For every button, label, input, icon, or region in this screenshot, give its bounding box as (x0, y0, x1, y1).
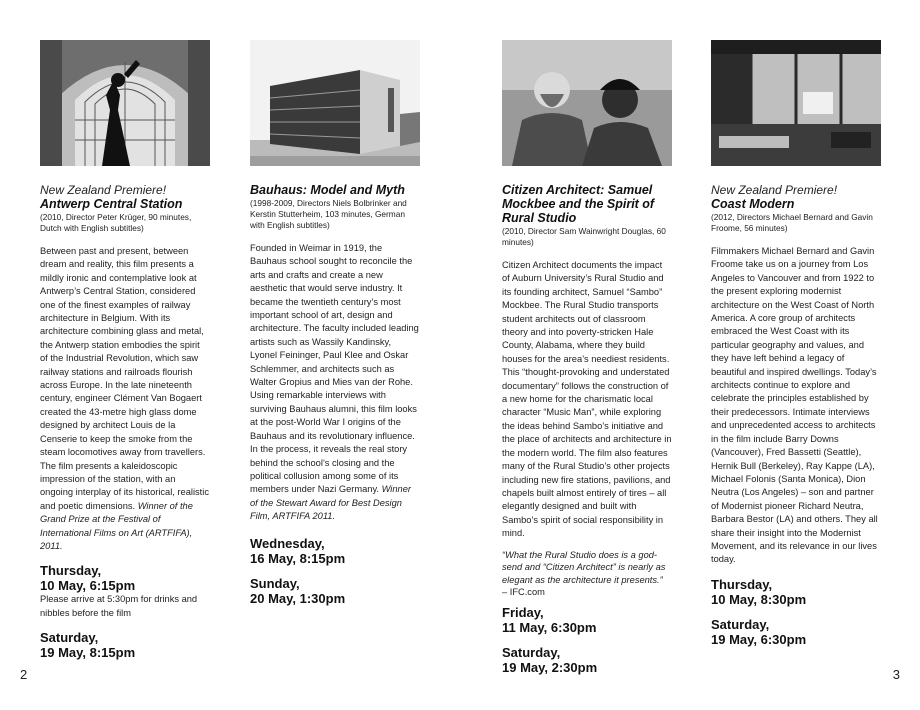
showing-day: Thursday, (40, 563, 102, 579)
film-bauhaus-model-and-myth (250, 40, 420, 606)
antwerp-station-photo (40, 40, 210, 166)
showing-2 (250, 576, 420, 606)
description-text: Between past and present, between dream and reality, this film presents a mildly ironic and contemplative look at Antwerp’s Central Station, considered one of the finest examples of railway architecture in Belgium. With its architecture combining glass and metal, the Antwerp station embodies the spirit of the Industrial Revolution, which saw railway stations and railroads flourish across Europe. In the late nineteenth century, engineer Clément Van Bogaert created the 43-metre high glass dome designed by architect Louis de la Censerie to keep the smoke from the steam locomotives away from travellers. The film presents a kaleidoscopic impression of the station, with an ongoing interplay of its historical, realistic and poetic dimensions. (40, 246, 209, 511)
showing-time: 11 May, 6:30pm (502, 619, 597, 635)
quote-source: – IFC.com (502, 587, 545, 598)
film-title: Bauhaus: Model and Myth (250, 183, 405, 197)
coast-modern-photo (711, 40, 881, 166)
showing-time: 10 May, 8:30pm (711, 591, 807, 607)
page-number-right: 3 (892, 667, 900, 682)
film-description: Filmmakers Michael Bernard and Gavin Froome take us on a journey from Los Angeles to Vancouver and from 1922 to the present exploring modernist architecture on the West Coast of North America. A core group of architects embraced the West Coast with its particular geography and values, and they have left behind a legacy of beautiful and inspired dwellings. Today’s architects continue to explore and celebrate the principles established by their predecessors. Intimate interviews and unprecedented access to architects in the film include Barry Downs (Vancouver), Fred Bassetti (Seattle), Hernik Bull (Berkeley), Ray Kappe (LA), Michael Folonis (Santa Monica), Dion Neutra (Los Angeles) – son and partner of Modernist pioneer Richard Neutra, Barbara Bestor (LA) and others. They all share their insight into the Modernist Movement, and its relevance in our lives today. (711, 246, 878, 565)
film-title: Antwerp Central Station (40, 197, 183, 211)
showing-1 (40, 563, 210, 593)
premiere-kicker: New Zealand Premiere! (40, 183, 167, 197)
showing-1 (250, 536, 420, 566)
showing-time: 20 May, 1:30pm (250, 590, 346, 606)
film-credits: (1998-2009, Directors Niels Bolbrinker and Kerstin Stutterheim, 103 minutes, German with English subtitles) (250, 198, 407, 230)
description-text: Founded in Weimar in 1919, the Bauhaus school sought to reconcile the arts and crafts and create a new aesthetic that would serve industry. It became the twentieth century’s most important school of art, design and architecture. The faculty included leading artists such as Wassily Kandinsky, Lyonel Feininger, Paul Klee and Oskar Schlemmer, and architects such as Walter Gropius and Mies van der Rohe. Using remarkable interviews with surviving Bauhaus alumni, this film looks at the post-World War I origins of the Bauhaus and its revolutionary influence. In the process, it reveals the real story behind the school’s closing and the political collusion among some of its members under Nazi Germany. (250, 243, 419, 495)
award-text: Winner of the Stewart Award for Best Design Film, ARTFIFA 2011. (250, 484, 411, 522)
showing-time: 19 May, 2:30pm (502, 659, 598, 675)
showing-day: Saturday, (502, 644, 561, 660)
film-description (40, 245, 210, 553)
film-title-line: Rural Studio (502, 211, 577, 225)
quote-text: “What the Rural Studio does is a god-send and “Citizen Architect” is nearly as elegant as the architecture it presents.” (502, 549, 666, 585)
award-text: Winner of the Grand Prize at the Festival of International Films on Art (ARTFIFA), 2011. (40, 500, 193, 551)
showing-day: Saturday, (711, 616, 770, 632)
film-citizen-architect (502, 40, 672, 675)
film-coast-modern (711, 40, 881, 647)
showing-day: Saturday, (40, 630, 99, 646)
film-credits: (2010, Director Sam Wainwright Douglas, 60 minutes) (502, 226, 666, 247)
film-description: Citizen Architect documents the impact of Auburn University’s Rural Studio and its founding architect, Samuel “Sambo” Mockbee. The Rural Studio transports student architects out of classroom theory and into poverty-stricken Hale County, Alabama, where they build houses for the area’s neediest residents. This “thought-provoking and understated documentary” follows the construction of a new home for the charismatic local character “Music Man”, while exploring the ideas behind Sambo’s initiative and the place of architects and architecture in the modern world. The film also features many of the Rural Studio’s other projects including new fire stations, pavilions, and chapels built almost entirely of tires – all elegantly designed and built with Sambo’s spirit of social responsibility in mind. (502, 260, 672, 539)
showing-1 (502, 605, 672, 635)
showing-time: 19 May, 8:15pm (40, 645, 136, 661)
showing-2 (502, 645, 672, 675)
showing-time: 16 May, 8:15pm (250, 550, 346, 566)
showing-day: Friday, (502, 604, 544, 620)
showing-time: 10 May, 6:15pm (40, 578, 136, 594)
showing-2 (40, 630, 210, 660)
film-description (250, 242, 420, 524)
showing-time: 19 May, 6:30pm (711, 631, 807, 647)
bauhaus-building-photo (250, 40, 420, 166)
premiere-kicker: New Zealand Premiere! (711, 183, 838, 197)
showing-2 (711, 617, 881, 647)
film-credits: (2012, Directors Michael Bernard and Gavin Froome, 56 minutes) (711, 212, 873, 233)
film-title (502, 183, 672, 225)
film-credits: (2010, Director Peter Krüger, 90 minutes, Dutch with English subtitles) (40, 212, 192, 233)
page-number-left: 2 (20, 667, 28, 682)
film-title: Coast Modern (711, 197, 795, 211)
film-antwerp-central-station (40, 40, 210, 660)
showing-day: Wednesday, (250, 535, 325, 551)
citizen-architect-photo (502, 40, 672, 166)
press-quote (502, 549, 672, 599)
showing-day: Thursday, (711, 576, 773, 592)
film-title-line: Mockbee and the Spirit of (502, 197, 655, 211)
showing-note: Please arrive at 5:30pm for drinks and nibbles before the film (40, 594, 198, 618)
film-title-line: Citizen Architect: Samuel (502, 183, 653, 197)
showing-day: Sunday, (250, 575, 300, 591)
showing-1 (711, 577, 881, 607)
